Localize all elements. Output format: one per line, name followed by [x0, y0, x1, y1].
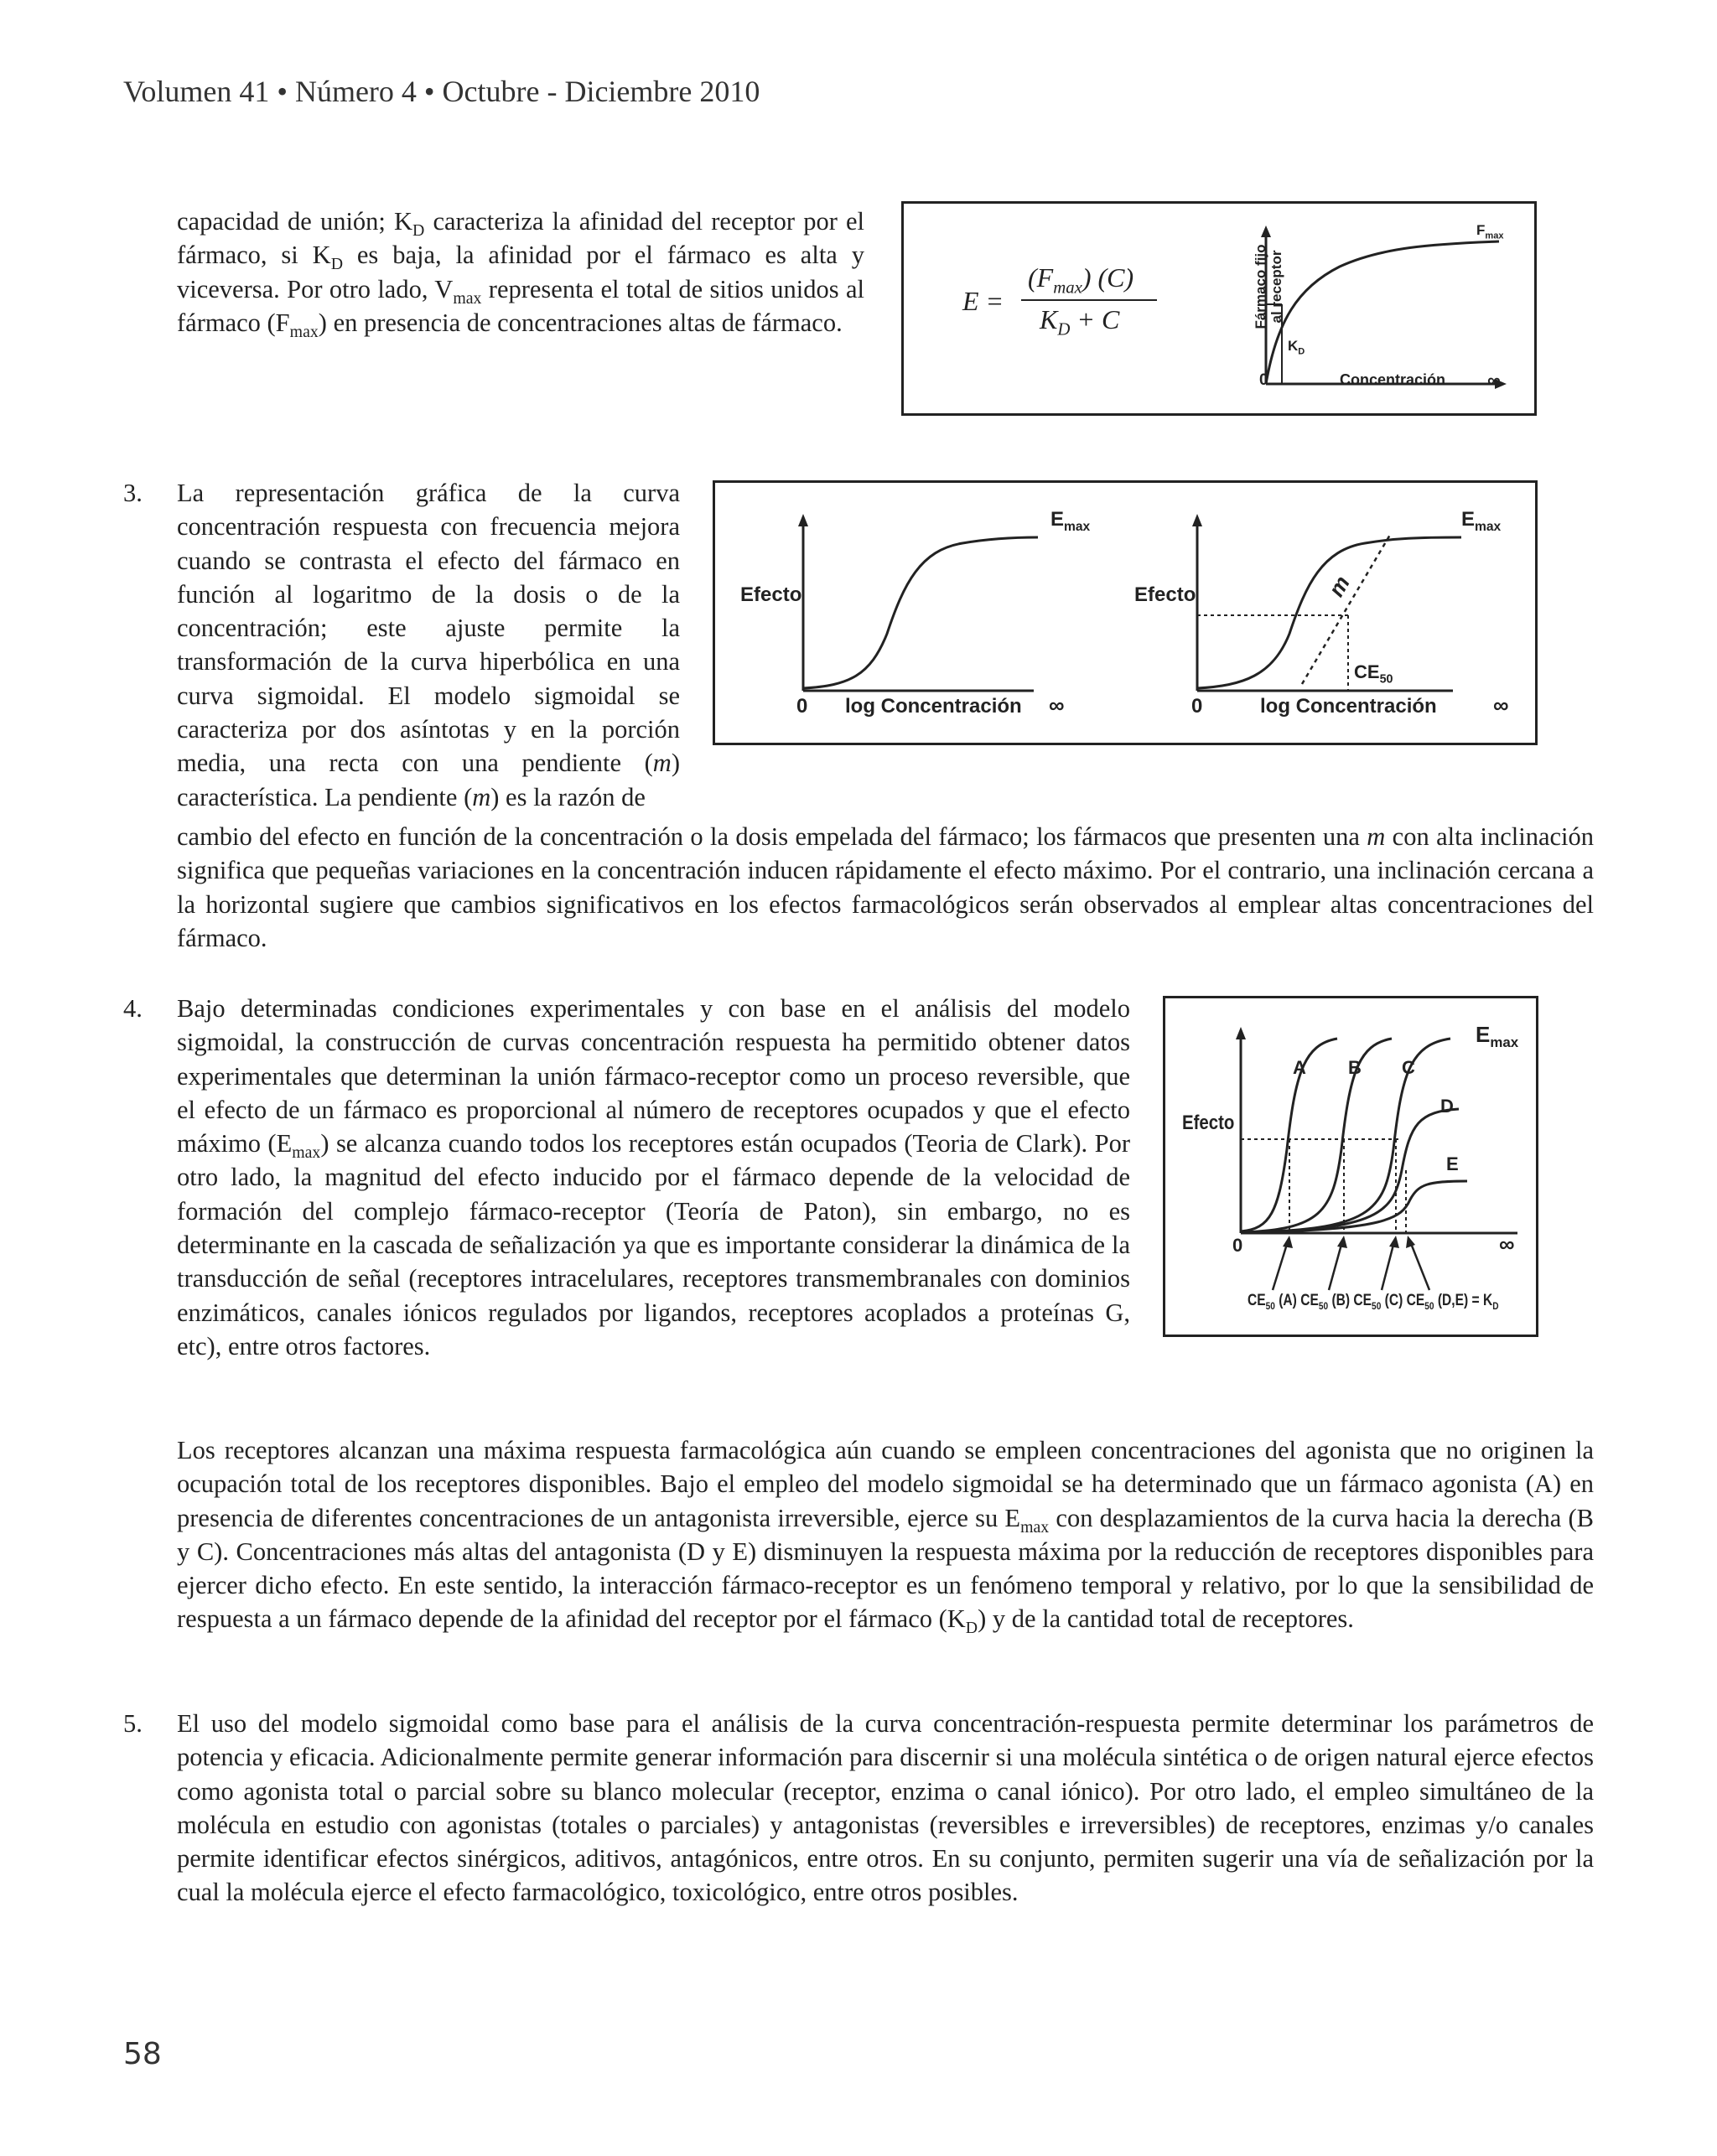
origin-label: 0: [1232, 1235, 1243, 1256]
x-axis-label: Concentración: [1340, 371, 1446, 388]
arrow-c-head: [1389, 1236, 1399, 1248]
item-5-number: 5.: [123, 1709, 143, 1738]
left-origin-label: 0: [796, 695, 808, 718]
item-3-number: 3.: [123, 479, 143, 507]
equation-lhs: E =: [962, 286, 1004, 316]
emax-label: $E_{max}$: [1476, 1022, 1519, 1051]
item-3-text-full: cambio del efecto en función de la concentración o la dosis empelada del fármaco; los fármacos que presenten una m con alta inclinación significa que pequeñas variaciones en la concentración inducen rápidamente el efecto máximo. Por el contrario, una inclinación cercana a la horizontal sugiere que cambios significativos en los efectos farmacológicos serán observados al emplear altas concentraciones del fármaco.: [177, 822, 1594, 952]
figure-sigmoid-curves: [713, 480, 1538, 745]
arrow-a-head: [1283, 1236, 1293, 1248]
item-3-text-wrapped: La representación gráfica de la curva concentración respuesta con frecuencia mejora cuando se contrasta el efecto del fármaco en función al logaritmo de la dosis o de la concentración; este ajuste permite la transformación de la curva hiperbólica en una curva sigmoidal. El modelo sigmoidal se caracteriza por dos asíntotas y en la porción media, una recta con una pendiente (m) característica. La pendiente (m) es la razón de: [177, 479, 680, 811]
right-emax-label: $E_{max}$: [1461, 508, 1502, 534]
right-x-axis-label: log Concentración: [1260, 695, 1437, 718]
right-y-axis-label: Efecto: [1134, 583, 1196, 606]
left-infinity-label: ∞: [1049, 692, 1065, 718]
y-axis-arrow: [1236, 1027, 1246, 1039]
curve-c: [1241, 1039, 1450, 1232]
slope-label: m: [1323, 571, 1355, 601]
infinity-label: ∞: [1487, 370, 1501, 391]
intro-paragraph: capacidad de unión; $K_D$ caracteriza la afinidad del receptor por el fármaco, si $K_D$ es baja, la afinidad por el fármaco es alta y viceversa. Por otro lado, $V_{max}$ representa el total de sitios unidos al fármaco $(F_{max})$ en presencia de concentraciones altas de fármaco.: [177, 207, 865, 341]
item-4-text: Bajo determinadas condiciones experimentales y con base en el análisis del modelo sigmoidal, la construcción de curvas concentración respuesta ha permitido obtener datos experimentales que determinan la unión fármaco-receptor como un proceso reversible, que el efecto de un fármaco es proporcional al número de receptores ocupados y que el efecto máximo $(E_{max})$ se alcanza cuando todos los receptores están ocupados (Teoria de Clark). Por otro lado, la magnitud del efecto inducido por el fármaco depende de la velocidad de formación del complejo fármaco-receptor (Teoría de Paton), sin embargo, no es determinante en la cascada de señalización ya que es importante considerar la dinámica de la transducción de señal (receptores intracelulares, receptores transmembranales con dominios enzimáticos, canales iónicos regulados por ligandos, receptores acoplados a proteínas G, etc), entre otros factores.: [177, 994, 1130, 1360]
right-y-axis-arrow: [1192, 514, 1202, 526]
curve-label-e: E: [1446, 1153, 1459, 1174]
curve-label-d: D: [1440, 1096, 1454, 1117]
curve-d: [1241, 1109, 1459, 1232]
y-axis-label: Fármaco fijo al receptor: [1253, 244, 1284, 329]
curve-label-b: B: [1348, 1057, 1362, 1078]
infinity-label: ∞: [1499, 1231, 1515, 1257]
antagonist-plot: [1165, 998, 1541, 1340]
page-number: 58: [123, 2037, 162, 2071]
y-axis-arrow: [1261, 225, 1271, 237]
left-y-axis-arrow: [798, 514, 808, 526]
curve-label-a: A: [1293, 1057, 1306, 1078]
item-4-paragraph-2: Los receptores alcanzan una máxima respuesta farmacológica aún cuando se empleen concentraciones del agonista que no originen la ocupación total de los receptores disponibles. Bajo el empleo del modelo sigmoidal se ha determinado que un fármaco agonista (A) en presencia de diferentes concentraciones de un antagonista irreversible, ejerce su $E_{max}$ con desplazamientos de la curva hacia la derecha (B y C). Concentraciones más altas del antagonista (D y E) disminuyen la respuesta máxima por la reducción de receptores disponibles para ejercer dicho efecto. En este sentido, la interacción fármaco-receptor es un fenómeno temporal y relativo, por lo que la sensibilidad de respuesta a un fármaco depende de la afinidad del receptor por el fármaco $(K_D)$ y de la cantidad total de receptores.: [177, 1436, 1594, 1638]
left-x-axis-label: log Concentración: [845, 695, 1022, 718]
ce50-labels: $CE_{50}$ (A) $CE_{50}$ (B) $CE_{50}$ (C) $CE_{50}$ $(D,E) = K_D$: [1248, 1292, 1499, 1312]
equation-numerator: $(F_{max})$ (C): [1028, 262, 1134, 298]
arrow-a: [1273, 1241, 1288, 1290]
left-y-axis-label: Efecto: [740, 583, 802, 606]
right-sigmoid-curve: [1197, 537, 1461, 688]
kd-label: $K_D$: [1288, 338, 1305, 357]
fmax-label: $F_{max}$: [1476, 222, 1504, 241]
arrow-b-head: [1337, 1236, 1347, 1248]
figure-antagonist-curves: [1163, 996, 1538, 1337]
y-axis-label: Efecto: [1182, 1112, 1235, 1134]
ce50-label: $CE_{50}$: [1354, 661, 1393, 687]
curve-b: [1241, 1039, 1392, 1232]
item-5-text: El uso del modelo sigmoidal como base para el análisis de la curva concentración-respuesta permite determinar los parámetros de potencia y eficacia. Adicionalmente permite generar información para discernir si una molécula sintética o de origen natural ejerce efectos como agonista total o parcial sobre su blanco molecular (receptor, enzima o canal iónico). Por otro lado, el empleo simultáneo de la molécula en estudio con agonistas (totales o parciales) y antagonistas (reversibles e irreversibles) de receptores, enzimas y/o canales permite identificar efectos sinérgicos, aditivos, antagónicos, entre otros. En su conjunto, permiten sugerir una vía de señalización por la cual la molécula ejerce el efecto farmacológico, toxicológico, entre otros posibles.: [177, 1709, 1594, 1907]
figure-binding-curve: [901, 201, 1537, 416]
origin-label: 0: [1259, 371, 1268, 389]
arrow-b: [1329, 1241, 1342, 1290]
hyperbolic-curve: [1266, 241, 1499, 384]
left-emax-label: $E_{max}$: [1050, 508, 1091, 534]
arrow-c: [1382, 1241, 1394, 1290]
arrow-de: [1410, 1241, 1429, 1290]
curve-label-c: C: [1402, 1057, 1415, 1078]
arrow-de-head: [1406, 1236, 1415, 1248]
right-infinity-label: ∞: [1493, 692, 1509, 718]
equation-denominator: $K_D + C$: [1040, 304, 1120, 339]
running-header: Volumen 41 • Número 4 • Octubre - Diciembre 2010: [123, 75, 760, 108]
left-sigmoid-curve: [803, 537, 1038, 688]
right-origin-label: 0: [1191, 695, 1203, 718]
item-4-number: 4.: [123, 994, 143, 1023]
